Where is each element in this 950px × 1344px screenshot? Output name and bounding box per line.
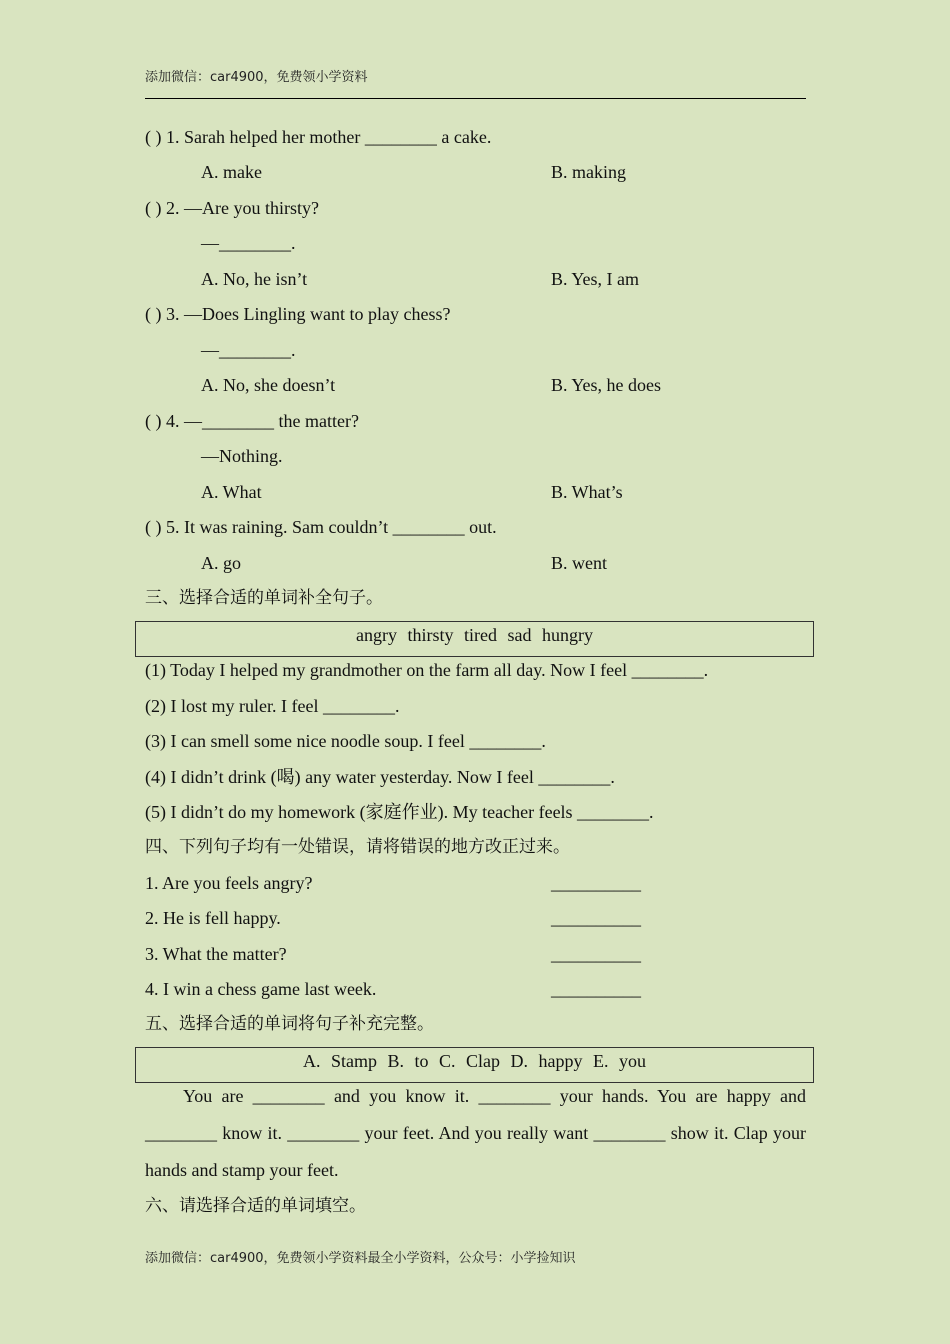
question-5-option-a: A. go [201,553,241,573]
question-3-option-b: B. Yes, he does [551,375,662,395]
question-1-stem: ( ) 1. Sarah helped her mother ________ a cake. [145,127,492,147]
section-5-word-bank: A. Stamp B. to C. Clap D. happy E. you [135,1047,814,1083]
section-3-item-4: (4) I didn’t drink (喝) any water yesterday. Now I feel ________. [145,767,615,787]
section-4-blank-1: __________ [551,873,641,893]
question-1-option-b: B. making [551,162,626,182]
section-4-blank-3: __________ [551,944,641,964]
question-4-stem: ( ) 4. —________ the matter? [145,411,359,431]
question-5-option-b: B. went [551,553,607,573]
section-4-title: 四、下列句子均有一处错误，请将错误的地方改正过来。 [145,837,570,857]
section-4-item-4: 4. I win a chess game last week. [145,979,377,999]
section-6-title: 六、请选择合适的单词填空。 [145,1196,366,1216]
page-header: 添加微信：car4900，免费领小学资料 [145,70,368,85]
section-3-item-1: (1) Today I helped my grandmother on the farm all day. Now I feel ________. [145,660,709,680]
section-3-item-2: (2) I lost my ruler. I feel ________. [145,696,400,716]
question-5-stem: ( ) 5. It was raining. Sam couldn’t ________ out. [145,517,497,537]
section-4-item-2: 2. He is fell happy. [145,908,281,928]
section-3-word-bank: angry thirsty tired sad hungry [135,621,814,657]
section-4-item-1: 1. Are you feels angry? [145,873,313,893]
section-3-item-5: (5) I didn’t do my homework (家庭作业). My teacher feels ________. [145,802,654,822]
question-2-option-a: A. No, he isn’t [201,269,308,289]
page-footer: 添加微信：car4900，免费领小学资料最全小学资料，公众号：小学捡知识 [145,1251,576,1266]
question-3-answer-line: —________. [201,340,296,360]
question-3-option-a: A. No, she doesn’t [201,375,336,395]
section-5-title: 五、选择合适的单词将句子补充完整。 [145,1014,434,1034]
section-4-item-3: 3. What the matter? [145,944,287,964]
section-5-paragraph: You are ________ and you know it. ________ your hands. You are happy and ________ know it. ________ your feet. And you really want ________ show it. Clap your hands and stamp your feet. [145,1086,806,1180]
question-4-answer-line: —Nothing. [201,446,283,466]
section-4-blank-2: __________ [551,908,641,928]
header-rule [145,98,806,99]
question-4-option-b: B. What’s [551,482,623,502]
section-3-title: 三、选择合适的单词补全句子。 [145,588,383,608]
question-4-option-a: A. What [201,482,262,502]
section-4-blank-4: __________ [551,979,641,999]
question-1-option-a: A. make [201,162,262,182]
question-2-option-b: B. Yes, I am [551,269,640,289]
question-3-stem: ( ) 3. —Does Lingling want to play chess? [145,304,451,324]
section-3-item-3: (3) I can smell some nice noodle soup. I feel ________. [145,731,546,751]
question-2-answer-line: —________. [201,233,296,253]
question-2-stem: ( ) 2. —Are you thirsty? [145,198,319,218]
